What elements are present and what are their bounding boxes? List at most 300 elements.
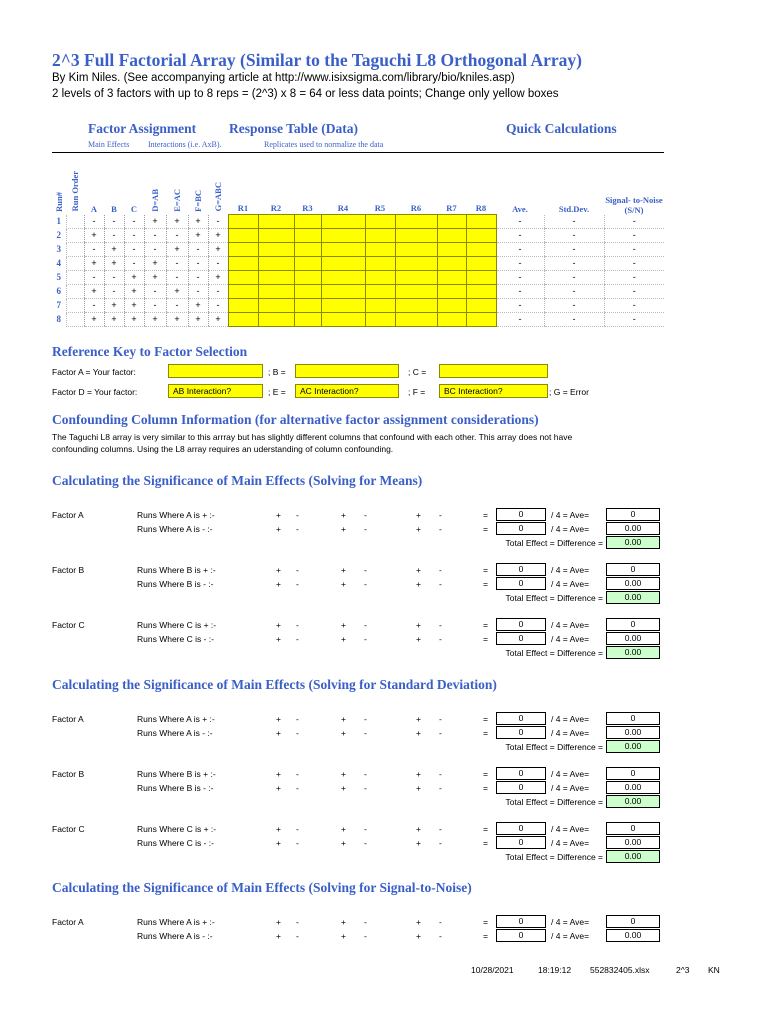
- minus-sum-box: 0: [496, 632, 546, 645]
- replicate-cell[interactable]: [228, 243, 258, 257]
- minus-sign: -: [296, 931, 299, 941]
- factor-e-label: ; E =: [268, 387, 286, 397]
- footer-initials: KN: [708, 965, 720, 975]
- replicate-cell[interactable]: [395, 271, 437, 285]
- replicate-cell[interactable]: [466, 229, 496, 243]
- minus-sign: -: [364, 931, 367, 941]
- reference-heading: Reference Key to Factor Selection: [52, 344, 248, 359]
- minus-sign: -: [364, 917, 367, 927]
- replicate-cell[interactable]: [395, 229, 437, 243]
- sign-cell: +: [144, 215, 166, 229]
- replicate-cell[interactable]: [466, 313, 496, 327]
- col-header: Std.Dev.: [558, 203, 590, 214]
- plus-runs-label: Runs Where B is + :-: [137, 565, 216, 575]
- sign-cell: -: [124, 243, 144, 257]
- sign-cell: +: [124, 313, 144, 327]
- minus-sign: -: [364, 565, 367, 575]
- sign-cell: +: [188, 229, 208, 243]
- equals-sign: =: [483, 620, 488, 630]
- plus-sign: +: [276, 917, 281, 927]
- col-header: A: [90, 203, 98, 214]
- ave-cell: -: [496, 257, 544, 271]
- minus-ave-box: 0.00: [606, 836, 660, 849]
- sign-cell: -: [124, 257, 144, 271]
- sign-cell: -: [104, 229, 124, 243]
- replicate-cell[interactable]: [228, 285, 258, 299]
- plus-sign: +: [276, 931, 281, 941]
- replicate-cell[interactable]: [437, 271, 466, 285]
- footer-sheet: 2^3: [676, 965, 690, 975]
- minus-sign: -: [439, 824, 442, 834]
- sign-cell: +: [84, 313, 104, 327]
- divide-ave-label: / 4 = Ave=: [551, 524, 590, 534]
- minus-sign: -: [364, 769, 367, 779]
- divide-ave-label: / 4 = Ave=: [551, 824, 590, 834]
- factor-a-input[interactable]: [168, 364, 263, 378]
- sn-cell: -: [604, 299, 664, 313]
- response-table-header: Response Table (Data): [229, 121, 359, 136]
- replicate-cell[interactable]: [437, 285, 466, 299]
- header-divider: [52, 152, 664, 153]
- equals-sign: =: [483, 931, 488, 941]
- footer-date: 10/28/2021: [471, 965, 514, 975]
- replicate-cell[interactable]: [294, 271, 321, 285]
- sign-cell: +: [208, 271, 228, 285]
- col-header: Signal- to-Noise (S/N): [605, 194, 663, 215]
- stddev-cell: -: [544, 243, 604, 257]
- replicate-cell[interactable]: [437, 313, 466, 327]
- run-order-cell[interactable]: [66, 243, 84, 257]
- run-number: 3: [56, 244, 61, 254]
- replicate-cell[interactable]: [466, 299, 496, 313]
- replicate-cell[interactable]: [321, 215, 365, 229]
- stddev-cell: -: [544, 257, 604, 271]
- minus-sign: -: [296, 579, 299, 589]
- replicate-cell[interactable]: [395, 299, 437, 313]
- replicate-cell[interactable]: [294, 257, 321, 271]
- plus-sign: +: [416, 838, 421, 848]
- stddev-cell: -: [544, 271, 604, 285]
- replicate-cell[interactable]: [365, 285, 395, 299]
- sn-cell: -: [604, 285, 664, 299]
- plus-sign: +: [341, 714, 346, 724]
- sign-cell: -: [84, 271, 104, 285]
- author-line: By Kim Niles. (See accompanying article at http://www.isixsigma.com/library/bio/kniles.asp): [52, 72, 515, 84]
- plus-sign: +: [276, 838, 281, 848]
- sign-cell: -: [166, 257, 188, 271]
- col-header: R7: [446, 203, 457, 213]
- minus-sign: -: [364, 524, 367, 534]
- minus-sum-box: 0: [496, 522, 546, 535]
- equals-sign: =: [483, 565, 488, 575]
- minus-sum-box: 0: [496, 781, 546, 794]
- replicate-cell[interactable]: [258, 313, 294, 327]
- run-number: 6: [56, 286, 61, 296]
- levels-line: 2 levels of 3 factors with up to 8 reps = (2^3) x 8 = 64 or less data points; Change only yellow boxes: [52, 88, 559, 100]
- plus-sign: +: [276, 769, 281, 779]
- equals-sign: =: [483, 783, 488, 793]
- plus-ave-box: 0: [606, 915, 660, 928]
- plus-sum-box: 0: [496, 712, 546, 725]
- ave-cell: -: [496, 229, 544, 243]
- factor-label: Factor A: [52, 917, 84, 927]
- factor-label: Factor B: [52, 565, 85, 575]
- equals-sign: =: [483, 917, 488, 927]
- minus-sign: -: [439, 579, 442, 589]
- replicate-cell[interactable]: [466, 243, 496, 257]
- replicate-cell[interactable]: [321, 313, 365, 327]
- ave-cell: -: [496, 299, 544, 313]
- table-row: [52, 299, 664, 313]
- divide-ave-label: / 4 = Ave=: [551, 931, 590, 941]
- replicate-cell[interactable]: [258, 243, 294, 257]
- replicate-cell[interactable]: [437, 229, 466, 243]
- table-row: [52, 243, 664, 257]
- minus-sign: -: [439, 931, 442, 941]
- run-order-cell[interactable]: [66, 215, 84, 229]
- sn-cell: -: [604, 271, 664, 285]
- total-effect-label: Total Effect = Difference =: [505, 852, 603, 862]
- replicate-cell[interactable]: [466, 285, 496, 299]
- run-number: 7: [56, 300, 61, 310]
- replicate-cell[interactable]: [395, 285, 437, 299]
- equals-sign: =: [483, 769, 488, 779]
- plus-sign: +: [341, 838, 346, 848]
- interactions-label: Interactions (i.e. AxB).: [148, 140, 222, 149]
- equals-sign: =: [483, 824, 488, 834]
- plus-ave-box: 0: [606, 508, 660, 521]
- stddev-cell: -: [544, 299, 604, 313]
- replicate-cell[interactable]: [228, 271, 258, 285]
- replicate-cell[interactable]: [321, 285, 365, 299]
- replicate-cell[interactable]: [228, 299, 258, 313]
- confounding-heading: Confounding Column Information (for alternative factor assignment considerations): [52, 412, 539, 427]
- sign-cell: +: [188, 299, 208, 313]
- plus-sign: +: [341, 565, 346, 575]
- replicate-cell[interactable]: [395, 313, 437, 327]
- replicate-cell[interactable]: [466, 257, 496, 271]
- replicate-cell[interactable]: [228, 215, 258, 229]
- sign-cell: -: [84, 243, 104, 257]
- effect-block: [0, 620, 768, 670]
- replicate-cell[interactable]: [228, 313, 258, 327]
- plus-sign: +: [416, 728, 421, 738]
- equals-sign: =: [483, 714, 488, 724]
- replicate-cell[interactable]: [437, 299, 466, 313]
- replicate-cell[interactable]: [365, 229, 395, 243]
- minus-sign: -: [296, 510, 299, 520]
- sign-cell: +: [188, 313, 208, 327]
- col-header: Run#: [53, 191, 64, 212]
- minus-sign: -: [296, 728, 299, 738]
- equals-sign: =: [483, 510, 488, 520]
- run-order-cell[interactable]: [66, 257, 84, 271]
- minus-sign: -: [364, 579, 367, 589]
- replicate-cell[interactable]: [395, 215, 437, 229]
- minus-sum-box: 0: [496, 836, 546, 849]
- factor-assignment-header: Factor Assignment: [88, 121, 197, 136]
- plus-sum-box: 0: [496, 822, 546, 835]
- sign-cell: -: [144, 285, 166, 299]
- replicate-cell[interactable]: [437, 215, 466, 229]
- stddev-cell: -: [544, 229, 604, 243]
- plus-sign: +: [341, 524, 346, 534]
- sign-cell: -: [124, 215, 144, 229]
- run-order-cell[interactable]: [66, 229, 84, 243]
- run-number: 5: [56, 272, 61, 282]
- replicate-cell[interactable]: [321, 243, 365, 257]
- sign-cell: +: [208, 243, 228, 257]
- main-effects-label: Main Effects: [88, 140, 130, 149]
- minus-ave-box: 0.00: [606, 522, 660, 535]
- plus-sign: +: [276, 714, 281, 724]
- sign-cell: +: [104, 313, 124, 327]
- plus-sign: +: [276, 728, 281, 738]
- replicate-cell[interactable]: [365, 313, 395, 327]
- replicate-cell[interactable]: [365, 299, 395, 313]
- minus-ave-box: 0.00: [606, 726, 660, 739]
- sign-cell: -: [166, 229, 188, 243]
- plus-sign: +: [341, 917, 346, 927]
- effect-block: [0, 510, 768, 560]
- replicate-cell[interactable]: [294, 243, 321, 257]
- replicate-cell[interactable]: [258, 285, 294, 299]
- sign-cell: +: [84, 229, 104, 243]
- replicate-cell[interactable]: [365, 271, 395, 285]
- effects-section-heading: Calculating the Significance of Main Effects (Solving for Standard Deviation): [52, 677, 497, 692]
- factor-a-label: Factor A = Your factor:: [52, 367, 136, 377]
- plus-sign: +: [341, 824, 346, 834]
- minus-sign: -: [439, 634, 442, 644]
- plus-sign: +: [276, 579, 281, 589]
- divide-ave-label: / 4 = Ave=: [551, 565, 590, 575]
- minus-sign: -: [439, 769, 442, 779]
- total-effect-label: Total Effect = Difference =: [505, 797, 603, 807]
- divide-ave-label: / 4 = Ave=: [551, 634, 590, 644]
- factor-e-input[interactable]: AC Interaction?: [295, 384, 399, 398]
- replicate-cell[interactable]: [228, 257, 258, 271]
- replicate-cell[interactable]: [466, 215, 496, 229]
- stddev-cell: -: [544, 215, 604, 229]
- table-row: [52, 313, 664, 327]
- sign-cell: -: [188, 243, 208, 257]
- sign-cell: -: [144, 299, 166, 313]
- replicate-cell[interactable]: [258, 257, 294, 271]
- replicate-cell[interactable]: [466, 271, 496, 285]
- ave-cell: -: [496, 285, 544, 299]
- plus-sign: +: [416, 565, 421, 575]
- divide-ave-label: / 4 = Ave=: [551, 620, 590, 630]
- plus-sum-box: 0: [496, 915, 546, 928]
- plus-sign: +: [276, 524, 281, 534]
- replicate-cell[interactable]: [365, 215, 395, 229]
- divide-ave-label: / 4 = Ave=: [551, 728, 590, 738]
- plus-sign: +: [341, 728, 346, 738]
- minus-sum-box: 0: [496, 726, 546, 739]
- effect-block: [0, 824, 768, 874]
- replicate-cell[interactable]: [258, 229, 294, 243]
- run-number: 1: [56, 216, 61, 226]
- replicate-cell[interactable]: [321, 299, 365, 313]
- plus-sum-box: 0: [496, 767, 546, 780]
- table-row: [52, 229, 664, 243]
- plus-sign: +: [416, 579, 421, 589]
- col-header: R2: [270, 203, 282, 213]
- minus-sign: -: [364, 714, 367, 724]
- minus-sign: -: [296, 714, 299, 724]
- run-number: 4: [56, 258, 61, 268]
- minus-sign: -: [296, 634, 299, 644]
- replicate-cell[interactable]: [294, 313, 321, 327]
- effect-block: [0, 769, 768, 819]
- replicate-cell[interactable]: [294, 285, 321, 299]
- plus-sum-box: 0: [496, 508, 546, 521]
- sign-cell: +: [188, 215, 208, 229]
- quick-calc-header: Quick Calculations: [506, 121, 617, 136]
- minus-sign: -: [296, 783, 299, 793]
- factor-d-input[interactable]: AB Interaction?: [168, 384, 263, 398]
- ave-cell: -: [496, 271, 544, 285]
- minus-sign: -: [364, 783, 367, 793]
- table-row: [52, 257, 664, 271]
- plus-runs-label: Runs Where A is + :-: [137, 510, 215, 520]
- replicates-label: Replicates used to normalize the data: [264, 140, 384, 149]
- sign-cell: +: [124, 299, 144, 313]
- plus-sign: +: [416, 524, 421, 534]
- factor-b-label: ; B =: [268, 367, 286, 377]
- equals-sign: =: [483, 838, 488, 848]
- sign-cell: -: [144, 229, 166, 243]
- sn-cell: -: [604, 243, 664, 257]
- plus-sign: +: [416, 714, 421, 724]
- sn-cell: -: [604, 229, 664, 243]
- difference-box: 0.00: [606, 646, 660, 659]
- replicate-cell[interactable]: [294, 229, 321, 243]
- plus-sign: +: [341, 783, 346, 793]
- factor-f-input[interactable]: BC Interaction?: [439, 384, 548, 398]
- minus-runs-label: Runs Where C is - :-: [137, 634, 214, 644]
- minus-sign: -: [364, 620, 367, 630]
- equals-sign: =: [483, 579, 488, 589]
- minus-sign: -: [439, 714, 442, 724]
- divide-ave-label: / 4 = Ave=: [551, 714, 590, 724]
- footer-time: 18:19:12: [538, 965, 572, 975]
- factor-b-input[interactable]: [295, 364, 399, 378]
- difference-box: 0.00: [606, 591, 660, 604]
- minus-runs-label: Runs Where A is - :-: [137, 524, 213, 534]
- sign-cell: -: [208, 215, 228, 229]
- replicate-cell[interactable]: [321, 229, 365, 243]
- plus-runs-label: Runs Where C is + :-: [137, 620, 217, 630]
- run-order-cell[interactable]: [66, 285, 84, 299]
- run-order-cell[interactable]: [66, 313, 84, 327]
- factor-c-input[interactable]: [439, 364, 548, 378]
- effect-block: [0, 917, 768, 967]
- minus-sign: -: [439, 565, 442, 575]
- col-header: R3: [302, 203, 313, 213]
- divide-ave-label: / 4 = Ave=: [551, 769, 590, 779]
- replicate-cell[interactable]: [228, 229, 258, 243]
- factor-c-label: ; C =: [408, 367, 427, 377]
- equals-sign: =: [483, 524, 488, 534]
- factor-label: Factor C: [52, 824, 85, 834]
- effects-section-heading: Calculating the Significance of Main Effects (Solving for Means): [52, 473, 423, 488]
- plus-sign: +: [276, 824, 281, 834]
- equals-sign: =: [483, 634, 488, 644]
- replicate-cell[interactable]: [395, 243, 437, 257]
- sign-cell: -: [104, 285, 124, 299]
- replicate-cell[interactable]: [365, 257, 395, 271]
- sign-cell: +: [166, 285, 188, 299]
- replicate-cell[interactable]: [294, 299, 321, 313]
- replicate-cell[interactable]: [294, 215, 321, 229]
- replicate-cell[interactable]: [258, 271, 294, 285]
- minus-sign: -: [439, 620, 442, 630]
- total-effect-label: Total Effect = Difference =: [505, 538, 603, 548]
- minus-sign: -: [296, 620, 299, 630]
- minus-sign: -: [439, 783, 442, 793]
- equals-sign: =: [483, 728, 488, 738]
- minus-runs-label: Runs Where A is - :-: [137, 931, 213, 941]
- sign-cell: -: [124, 229, 144, 243]
- minus-sign: -: [439, 728, 442, 738]
- plus-ave-box: 0: [606, 767, 660, 780]
- plus-runs-label: Runs Where A is + :-: [137, 714, 215, 724]
- sign-cell: +: [104, 257, 124, 271]
- sign-cell: +: [166, 313, 188, 327]
- replicate-cell[interactable]: [395, 257, 437, 271]
- plus-sum-box: 0: [496, 563, 546, 576]
- plus-sign: +: [276, 783, 281, 793]
- plus-sign: +: [341, 634, 346, 644]
- minus-sign: -: [364, 728, 367, 738]
- factor-label: Factor A: [52, 510, 84, 520]
- col-header: B: [111, 203, 117, 214]
- col-header: R1: [237, 203, 249, 213]
- difference-box: 0.00: [606, 536, 660, 549]
- run-order-cell[interactable]: [66, 271, 84, 285]
- replicate-cell[interactable]: [321, 271, 365, 285]
- factor-label: Factor B: [52, 769, 85, 779]
- minus-sign: -: [296, 917, 299, 927]
- col-header: D=AB: [149, 188, 160, 212]
- col-header: F=BC: [192, 189, 203, 212]
- replicate-cell[interactable]: [437, 257, 466, 271]
- effect-block: [0, 565, 768, 615]
- replicate-cell[interactable]: [258, 299, 294, 313]
- replicate-cell[interactable]: [437, 243, 466, 257]
- run-order-cell[interactable]: [66, 299, 84, 313]
- difference-box: 0.00: [606, 850, 660, 863]
- minus-ave-box: 0.00: [606, 929, 660, 942]
- replicate-cell[interactable]: [321, 257, 365, 271]
- plus-sign: +: [276, 510, 281, 520]
- effects-section-heading: Calculating the Significance of Main Effects (Solving for Signal-to-Noise): [52, 880, 472, 895]
- difference-box: 0.00: [606, 740, 660, 753]
- plus-runs-label: Runs Where B is + :-: [137, 769, 216, 779]
- replicate-cell[interactable]: [258, 215, 294, 229]
- col-header: R6: [410, 203, 422, 213]
- factor-d-label: Factor D = Your factor:: [52, 387, 138, 397]
- sign-cell: -: [208, 299, 228, 313]
- plus-runs-label: Runs Where A is + :-: [137, 917, 215, 927]
- minus-sign: -: [296, 769, 299, 779]
- sign-cell: -: [84, 215, 104, 229]
- replicate-cell[interactable]: [365, 243, 395, 257]
- minus-sign: -: [364, 838, 367, 848]
- total-effect-label: Total Effect = Difference =: [505, 648, 603, 658]
- table-row: [52, 285, 664, 299]
